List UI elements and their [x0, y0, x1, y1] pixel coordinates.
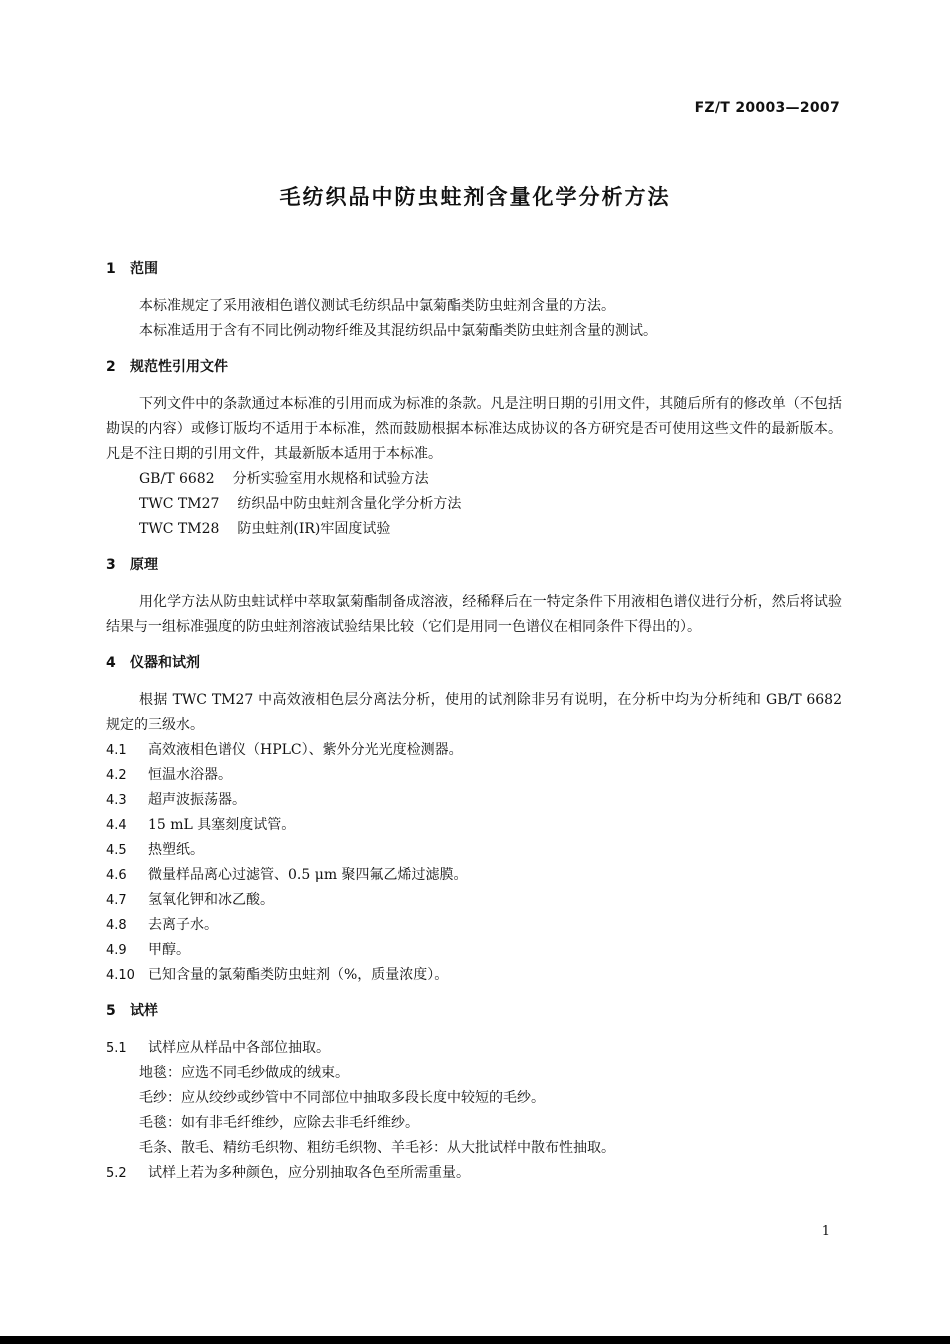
item-text: 去离子水。 [148, 917, 218, 933]
page-number: 1 [821, 1224, 830, 1239]
section-heading [106, 1000, 842, 1022]
section-number: 3 [106, 557, 116, 573]
section-scope [106, 258, 842, 344]
section-number: 2 [106, 359, 116, 375]
section-heading [106, 258, 842, 280]
page-bottom-border [0, 1336, 950, 1344]
reference-item [106, 467, 842, 492]
item-text: 恒温水浴器。 [148, 767, 232, 783]
item-text: 氢氧化钾和冰乙酸。 [148, 892, 274, 908]
item-number: 4.8 [106, 918, 127, 933]
item-text: 试样上若为多种颜色，应分别抽取各色至所需重量。 [148, 1165, 470, 1181]
reference-title: 纺织品中防虫蛀剂含量化学分析方法 [237, 496, 462, 512]
list-item [106, 913, 842, 938]
item-text: 热塑纸。 [148, 842, 204, 858]
item-number: 4.6 [106, 868, 127, 883]
paragraph: 用化学方法从防虫蛀试样中萃取氯菊酯制备成溶液，经稀释后在一特定条件下用液相色谱仪进行分析，然后将试验结果与一组标准强度的防虫蛀剂溶液试验结果比较（它们是用同一色谱仪在相同条件下得出的）。 [106, 594, 842, 635]
list-item [106, 1036, 842, 1061]
list-item [106, 838, 842, 863]
reference-code: TWC TM28 [139, 521, 220, 537]
item-number: 4.1 [106, 743, 127, 758]
item-text: 甲醇。 [148, 942, 190, 958]
list-item [106, 1161, 842, 1186]
list-item [106, 788, 842, 813]
section-number: 5 [106, 1003, 116, 1019]
list-item [106, 763, 842, 788]
section-title: 仪器和试剂 [130, 655, 200, 671]
section-number: 1 [106, 261, 116, 277]
document-body [106, 258, 842, 1186]
document-title: 毛纺织品中防虫蛀剂含量化学分析方法 [279, 185, 671, 209]
section-heading [106, 554, 842, 576]
section-principle [106, 554, 842, 640]
item-number: 4.9 [106, 943, 127, 958]
section-heading [106, 652, 842, 674]
reference-title: 分析实验室用水规格和试验方法 [232, 471, 429, 487]
reference-item [106, 517, 842, 542]
list-item [106, 963, 842, 988]
section-apparatus-reagents [106, 652, 842, 988]
item-number: 4.10 [106, 968, 135, 983]
list-item [106, 938, 842, 963]
section-specimen [106, 1000, 842, 1186]
item-number: 5.1 [106, 1041, 127, 1056]
section-number: 4 [106, 655, 116, 671]
sub-item: 毛纱：应从绞纱或纱管中不同部位中抽取多段长度中较短的毛纱。 [139, 1090, 545, 1106]
sub-item: 地毯：应选不同毛纱做成的绒束。 [139, 1065, 349, 1081]
item-text: 已知含量的氯菊酯类防虫蛀剂（%，质量浓度）。 [148, 967, 449, 983]
item-text: 15 mL 具塞刻度试管。 [148, 817, 296, 833]
list-item [106, 738, 842, 763]
section-title: 原理 [130, 557, 158, 573]
item-text: 高效液相色谱仪（HPLC）、紫外分光光度检测器。 [148, 742, 463, 758]
item-number: 5.2 [106, 1166, 127, 1181]
section-normative-references [106, 356, 842, 542]
reference-code: GB/T 6682 [139, 471, 215, 487]
paragraph: 本标准规定了采用液相色谱仪测试毛纺织品中氯菊酯类防虫蛀剂含量的方法。 [139, 298, 615, 314]
section-title: 范围 [130, 261, 158, 277]
sub-item: 毛条、散毛、精纺毛织物、粗纺毛织物、羊毛衫：从大批试样中散布性抽取。 [139, 1140, 615, 1156]
section-title: 规范性引用文件 [130, 359, 228, 375]
list-item [106, 863, 842, 888]
item-number: 4.7 [106, 893, 127, 908]
item-text: 超声波振荡器。 [148, 792, 246, 808]
reference-title: 防虫蛀剂(IR)牢固度试验 [237, 521, 391, 537]
section-heading [106, 356, 842, 378]
item-text: 微量样品离心过滤管、0.5 μm 聚四氟乙烯过滤膜。 [148, 867, 468, 883]
paragraph: 根据 TWC TM27 中高效液相色层分离法分析，使用的试剂除非另有说明，在分析中均为分析纯和 GB/T 6682 规定的三级水。 [106, 692, 842, 733]
item-text: 试样应从样品中各部位抽取。 [148, 1040, 330, 1056]
reference-item [106, 492, 842, 517]
standard-code: FZ/T 20003—2007 [694, 100, 840, 116]
section-title: 试样 [130, 1003, 158, 1019]
item-number: 4.3 [106, 793, 127, 808]
sub-item: 毛毯：如有非毛纤维纱，应除去非毛纤维纱。 [139, 1115, 419, 1131]
list-item [106, 813, 842, 838]
list-item [106, 888, 842, 913]
paragraph: 本标准适用于含有不同比例动物纤维及其混纺织品中氯菊酯类防虫蛀剂含量的测试。 [139, 323, 657, 339]
item-number: 4.4 [106, 818, 127, 833]
reference-code: TWC TM27 [139, 496, 220, 512]
paragraph: 下列文件中的条款通过本标准的引用而成为标准的条款。凡是注明日期的引用文件，其随后所有的修改单（不包括勘误的内容）或修订版均不适用于本标准，然而鼓励根据本标准达成协议的各方研究是否可使用这些文件的最新版本。凡是不注日期的引用文件，其最新版本适用于本标准。 [106, 396, 842, 462]
item-number: 4.5 [106, 843, 127, 858]
item-number: 4.2 [106, 768, 127, 783]
